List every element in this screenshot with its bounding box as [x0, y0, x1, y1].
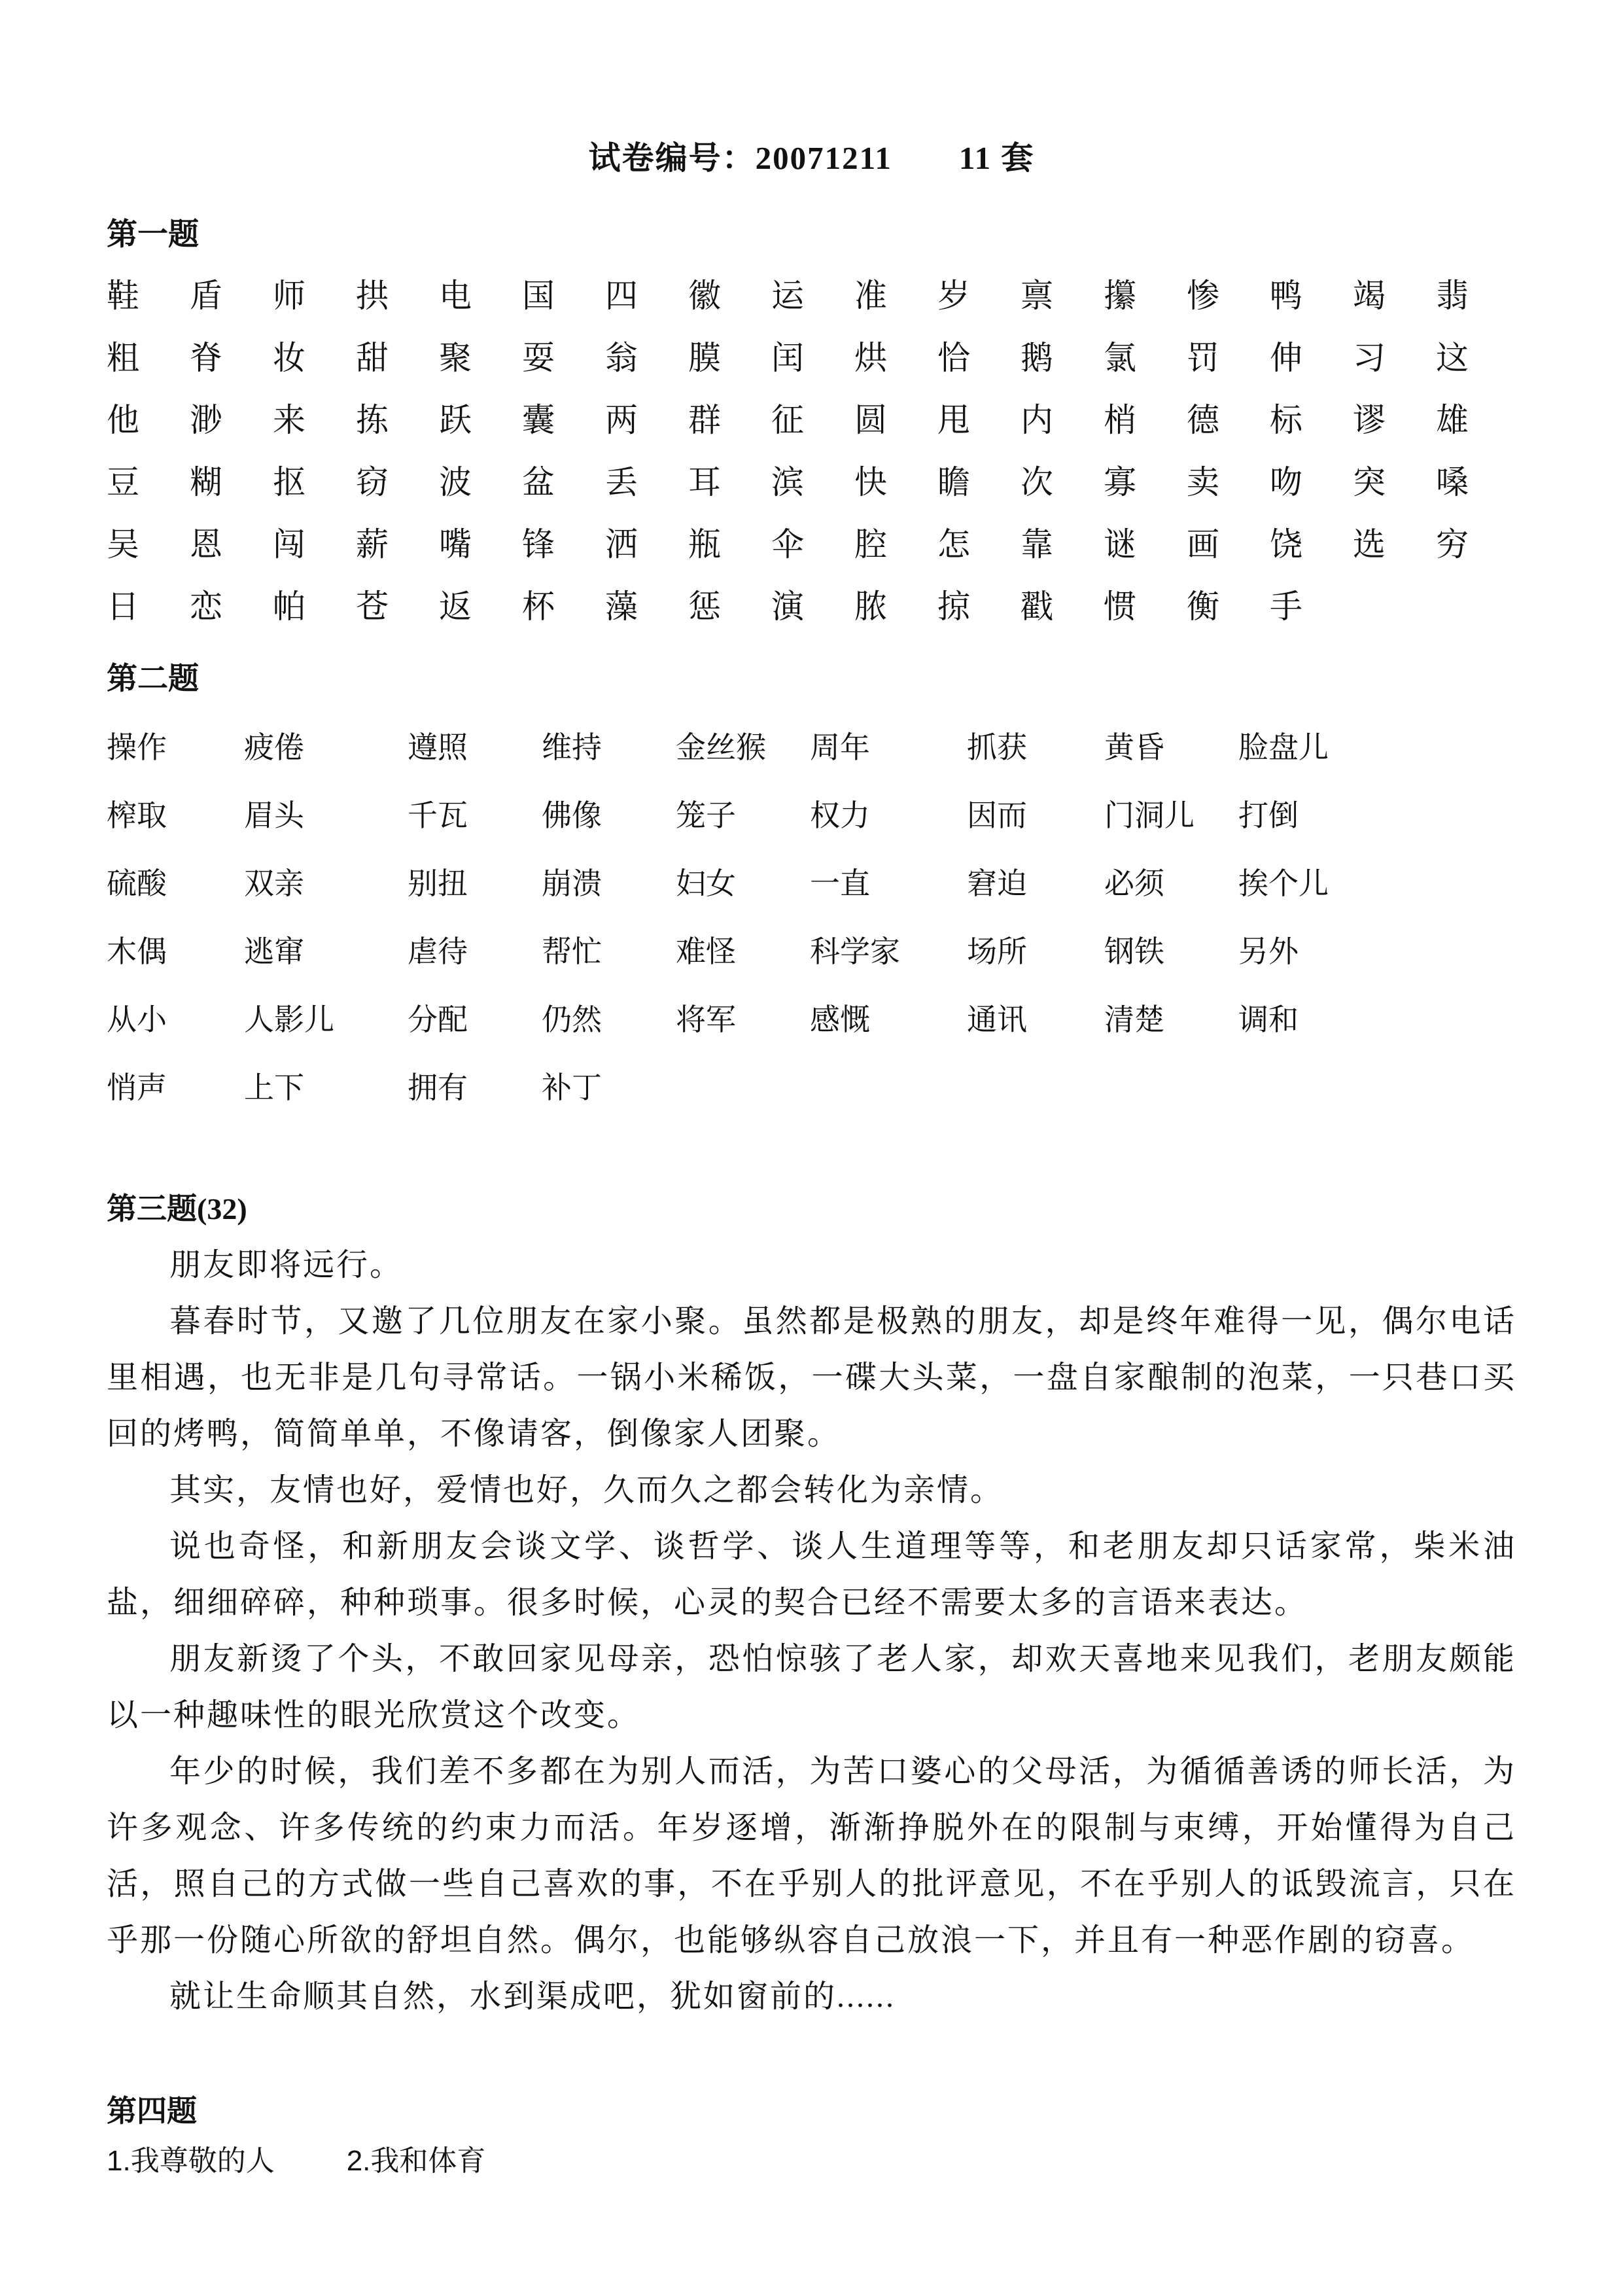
character-cell: 惯	[1104, 588, 1136, 625]
character-cell: 嗓	[1436, 463, 1469, 501]
character-cell: 穷	[1436, 525, 1469, 563]
word-cell: 另外	[1238, 935, 1299, 968]
word-cell: 佛像	[542, 799, 602, 832]
word-cell: 补丁	[542, 1071, 602, 1104]
character-cell: 恰	[937, 339, 970, 376]
essay-paragraph: 朋友新烫了个头，不敢回家见母亲，恐怕惊骇了老人家，却欢天喜地来见我们，老朋友颇能以一种趣味性的眼光欣赏这个改变。	[107, 1642, 1516, 1733]
word-cell: 遵照	[408, 731, 468, 764]
character-cell: 闰	[771, 339, 804, 376]
word-cell: 逃窜	[244, 935, 304, 968]
character-cell: 薪	[356, 525, 389, 563]
character-cell: 罚	[1187, 339, 1219, 376]
character-cell: 内	[1021, 401, 1053, 438]
essay-paragraph: 其实，友情也好，爱情也好，久而久之都会转化为亲情。	[169, 1473, 1004, 1508]
character-cell: 画	[1187, 525, 1219, 563]
character-cell: 快	[854, 463, 887, 501]
question2-word-grid	[107, 711, 1516, 1120]
word-row	[107, 711, 1516, 779]
character-cell: 滨	[771, 463, 804, 501]
character-cell: 禀	[1021, 277, 1053, 314]
essay-paragraph: 年少的时候，我们差不多都在为别人而活，为苦口婆心的父母活，为循循善诱的师长活，为许多观念、许多传统的约束力而活。年岁逐增，渐渐挣脱外在的限制与束缚，开始懂得为自己活，照自己的方式做一些自己喜欢的事，不在乎别人的批评意见，不在乎别人的诋毁流言，只在乎那一份随心所欲的舒坦自然。偶尔，也能够纵容自己放浪一下，并且有一种恶作剧的窃喜。	[107, 1754, 1516, 1958]
character-cell: 囊	[522, 401, 555, 438]
essay-paragraph: 暮春时节，又邀了几位朋友在家小聚。虽然都是极熟的朋友，却是终年难得一见，偶尔电话里相遇，也无非是几句寻常话。一锅小米稀饭，一碟大头菜，一盘自家酿制的泡菜，一只巷口买回的烤鸭，简简单单，不像请客，倒像家人团聚。	[107, 1304, 1516, 1451]
character-cell: 惩	[688, 588, 721, 625]
char-row	[107, 324, 1516, 386]
character-cell: 伸	[1270, 339, 1302, 376]
character-cell: 标	[1270, 401, 1302, 438]
word-cell: 疲倦	[244, 731, 304, 764]
character-cell: 他	[107, 401, 139, 438]
character-cell: 日	[107, 588, 139, 625]
character-cell: 恩	[190, 525, 222, 563]
character-cell: 瓶	[688, 525, 721, 563]
character-cell: 锋	[522, 525, 555, 563]
word-cell: 帮忙	[542, 935, 602, 968]
word-cell: 周年	[810, 731, 870, 764]
character-cell: 来	[273, 401, 305, 438]
character-cell: 运	[771, 277, 804, 314]
char-row	[107, 386, 1516, 448]
character-cell: 惨	[1187, 277, 1219, 314]
character-cell: 习	[1353, 339, 1386, 376]
character-cell: 饶	[1270, 525, 1302, 563]
character-cell: 聚	[439, 339, 472, 376]
char-row	[107, 448, 1516, 510]
word-cell: 科学家	[810, 935, 900, 968]
character-cell: 帕	[273, 588, 305, 625]
word-cell: 榨取	[107, 799, 167, 832]
word-cell: 一直	[810, 867, 870, 900]
character-cell: 丢	[605, 463, 638, 501]
word-cell: 维持	[542, 731, 602, 764]
essay-topic-1: 1.我尊敬的人	[107, 2145, 275, 2177]
character-cell: 寡	[1104, 463, 1136, 501]
word-cell: 门洞儿	[1104, 799, 1195, 832]
character-cell: 耍	[522, 339, 555, 376]
word-cell: 场所	[967, 935, 1027, 968]
character-cell: 氯	[1104, 339, 1136, 376]
character-cell: 鹅	[1021, 339, 1053, 376]
word-cell: 虐待	[408, 935, 468, 968]
character-cell: 鞋	[107, 277, 139, 314]
word-cell: 上下	[244, 1071, 304, 1104]
character-cell: 渺	[190, 401, 222, 438]
question4-topics	[107, 2137, 1516, 2179]
character-cell: 演	[771, 588, 804, 625]
character-cell: 波	[439, 463, 472, 501]
character-cell: 准	[854, 277, 887, 314]
character-cell: 耳	[688, 463, 721, 501]
character-cell: 甜	[356, 339, 389, 376]
character-cell: 选	[1353, 525, 1386, 563]
word-row	[107, 779, 1516, 847]
word-cell: 调和	[1238, 1003, 1299, 1036]
character-cell: 这	[1436, 339, 1469, 376]
word-cell: 通讯	[967, 1003, 1027, 1036]
word-cell: 双亲	[244, 867, 304, 900]
character-cell: 德	[1187, 401, 1219, 438]
question3-essay	[107, 1237, 1516, 2025]
character-cell: 拱	[356, 277, 389, 314]
word-cell: 眉头	[244, 799, 304, 832]
character-cell: 师	[273, 277, 305, 314]
character-cell: 攥	[1104, 277, 1136, 314]
question1-character-grid	[107, 262, 1516, 635]
char-row	[107, 573, 1516, 635]
character-cell: 四	[605, 277, 638, 314]
char-row	[107, 510, 1516, 573]
word-cell: 黄昏	[1104, 731, 1164, 764]
word-cell: 感慨	[810, 1003, 870, 1036]
character-cell: 豆	[107, 463, 139, 501]
character-cell: 脊	[190, 339, 222, 376]
character-cell: 返	[439, 588, 472, 625]
character-cell: 伞	[771, 525, 804, 563]
word-cell: 崩溃	[542, 867, 602, 900]
character-cell: 掠	[937, 588, 970, 625]
word-cell: 权力	[810, 799, 870, 832]
character-cell: 群	[688, 401, 721, 438]
character-cell: 圆	[854, 401, 887, 438]
question1-heading: 第一题	[107, 218, 199, 252]
word-cell: 打倒	[1238, 799, 1299, 832]
character-cell: 鸭	[1270, 277, 1302, 314]
word-cell: 将军	[676, 1003, 736, 1036]
character-cell: 次	[1021, 463, 1053, 501]
word-cell: 拥有	[408, 1071, 468, 1104]
word-cell: 笼子	[676, 799, 736, 832]
character-cell: 谜	[1104, 525, 1136, 563]
word-cell: 金丝猴	[676, 731, 766, 764]
character-cell: 拣	[356, 401, 389, 438]
word-cell: 操作	[107, 731, 167, 764]
character-cell: 突	[1353, 463, 1386, 501]
character-cell: 翁	[605, 339, 638, 376]
character-cell: 雄	[1436, 401, 1469, 438]
word-cell: 仍然	[542, 1003, 602, 1036]
word-cell: 难怪	[676, 935, 736, 968]
essay-topic-2: 2.我和体育	[346, 2145, 486, 2177]
character-cell: 闯	[273, 525, 305, 563]
character-cell: 谬	[1353, 401, 1386, 438]
character-cell: 妆	[273, 339, 305, 376]
word-cell: 挨个儿	[1238, 867, 1329, 900]
character-cell: 国	[522, 277, 555, 314]
character-cell: 苍	[356, 588, 389, 625]
essay-paragraph: 朋友即将远行。	[169, 1248, 404, 1282]
character-cell: 盾	[190, 277, 222, 314]
character-cell: 岁	[937, 277, 970, 314]
word-cell: 窘迫	[967, 867, 1027, 900]
word-row	[107, 847, 1516, 915]
character-cell: 抠	[273, 463, 305, 501]
character-cell: 跃	[439, 401, 472, 438]
word-cell: 别扭	[408, 867, 468, 900]
character-cell: 藻	[605, 588, 638, 625]
essay-paragraph: 就让生命顺其自然，水到渠成吧，犹如窗前的......	[169, 1979, 896, 2014]
question2-heading: 第二题	[107, 662, 199, 696]
character-cell: 窃	[356, 463, 389, 501]
character-cell: 两	[605, 401, 638, 438]
word-cell: 脸盘儿	[1238, 731, 1329, 764]
word-cell: 人影儿	[244, 1003, 334, 1036]
character-cell: 怎	[937, 525, 970, 563]
word-row	[107, 915, 1516, 983]
character-cell: 脓	[854, 588, 887, 625]
word-cell: 硫酸	[107, 867, 167, 900]
character-cell: 吻	[1270, 463, 1302, 501]
word-cell: 妇女	[676, 867, 736, 900]
character-cell: 恋	[190, 588, 222, 625]
character-cell: 腔	[854, 525, 887, 563]
character-cell: 翡	[1436, 277, 1469, 314]
word-row	[107, 1051, 1516, 1120]
character-cell: 征	[771, 401, 804, 438]
word-cell: 因而	[967, 799, 1027, 832]
character-cell: 衡	[1187, 588, 1219, 625]
word-cell: 从小	[107, 1003, 167, 1036]
character-cell: 徽	[688, 277, 721, 314]
character-cell: 糊	[190, 463, 222, 501]
word-cell: 千瓦	[408, 799, 468, 832]
character-cell: 盆	[522, 463, 555, 501]
word-cell: 分配	[408, 1003, 468, 1036]
character-cell: 手	[1270, 588, 1302, 625]
character-cell: 卖	[1187, 463, 1219, 501]
character-cell: 竭	[1353, 277, 1386, 314]
word-cell: 必须	[1104, 867, 1164, 900]
character-cell: 杯	[522, 588, 555, 625]
character-cell: 洒	[605, 525, 638, 563]
char-row	[107, 262, 1516, 324]
exam-paper-title: 试卷编号：20071211 11 套	[588, 140, 1035, 176]
word-cell: 清楚	[1104, 1003, 1164, 1036]
character-cell: 梢	[1104, 401, 1136, 438]
essay-paragraph: 说也奇怪，和新朋友会谈文学、谈哲学、谈人生道理等等，和老朋友却只话家常，柴米油盐，细细碎碎，种种琐事。很多时候，心灵的契合已经不需要太多的言语来表达。	[107, 1529, 1516, 1620]
character-cell: 电	[439, 277, 472, 314]
character-cell: 吴	[107, 525, 139, 563]
word-row	[107, 983, 1516, 1051]
question3-heading: 第三题(32)	[107, 1192, 247, 1226]
character-cell: 戳	[1021, 588, 1053, 625]
character-cell: 甩	[937, 401, 970, 438]
word-cell: 木偶	[107, 935, 167, 968]
character-cell: 嘴	[439, 525, 472, 563]
character-cell: 烘	[854, 339, 887, 376]
word-cell: 悄声	[107, 1071, 167, 1104]
word-cell: 抓获	[967, 731, 1027, 764]
word-cell: 钢铁	[1104, 935, 1164, 968]
character-cell: 靠	[1021, 525, 1053, 563]
character-cell: 膜	[688, 339, 721, 376]
character-cell: 粗	[107, 339, 139, 376]
question4-heading: 第四题	[107, 2094, 197, 2128]
character-cell: 瞻	[937, 463, 970, 501]
